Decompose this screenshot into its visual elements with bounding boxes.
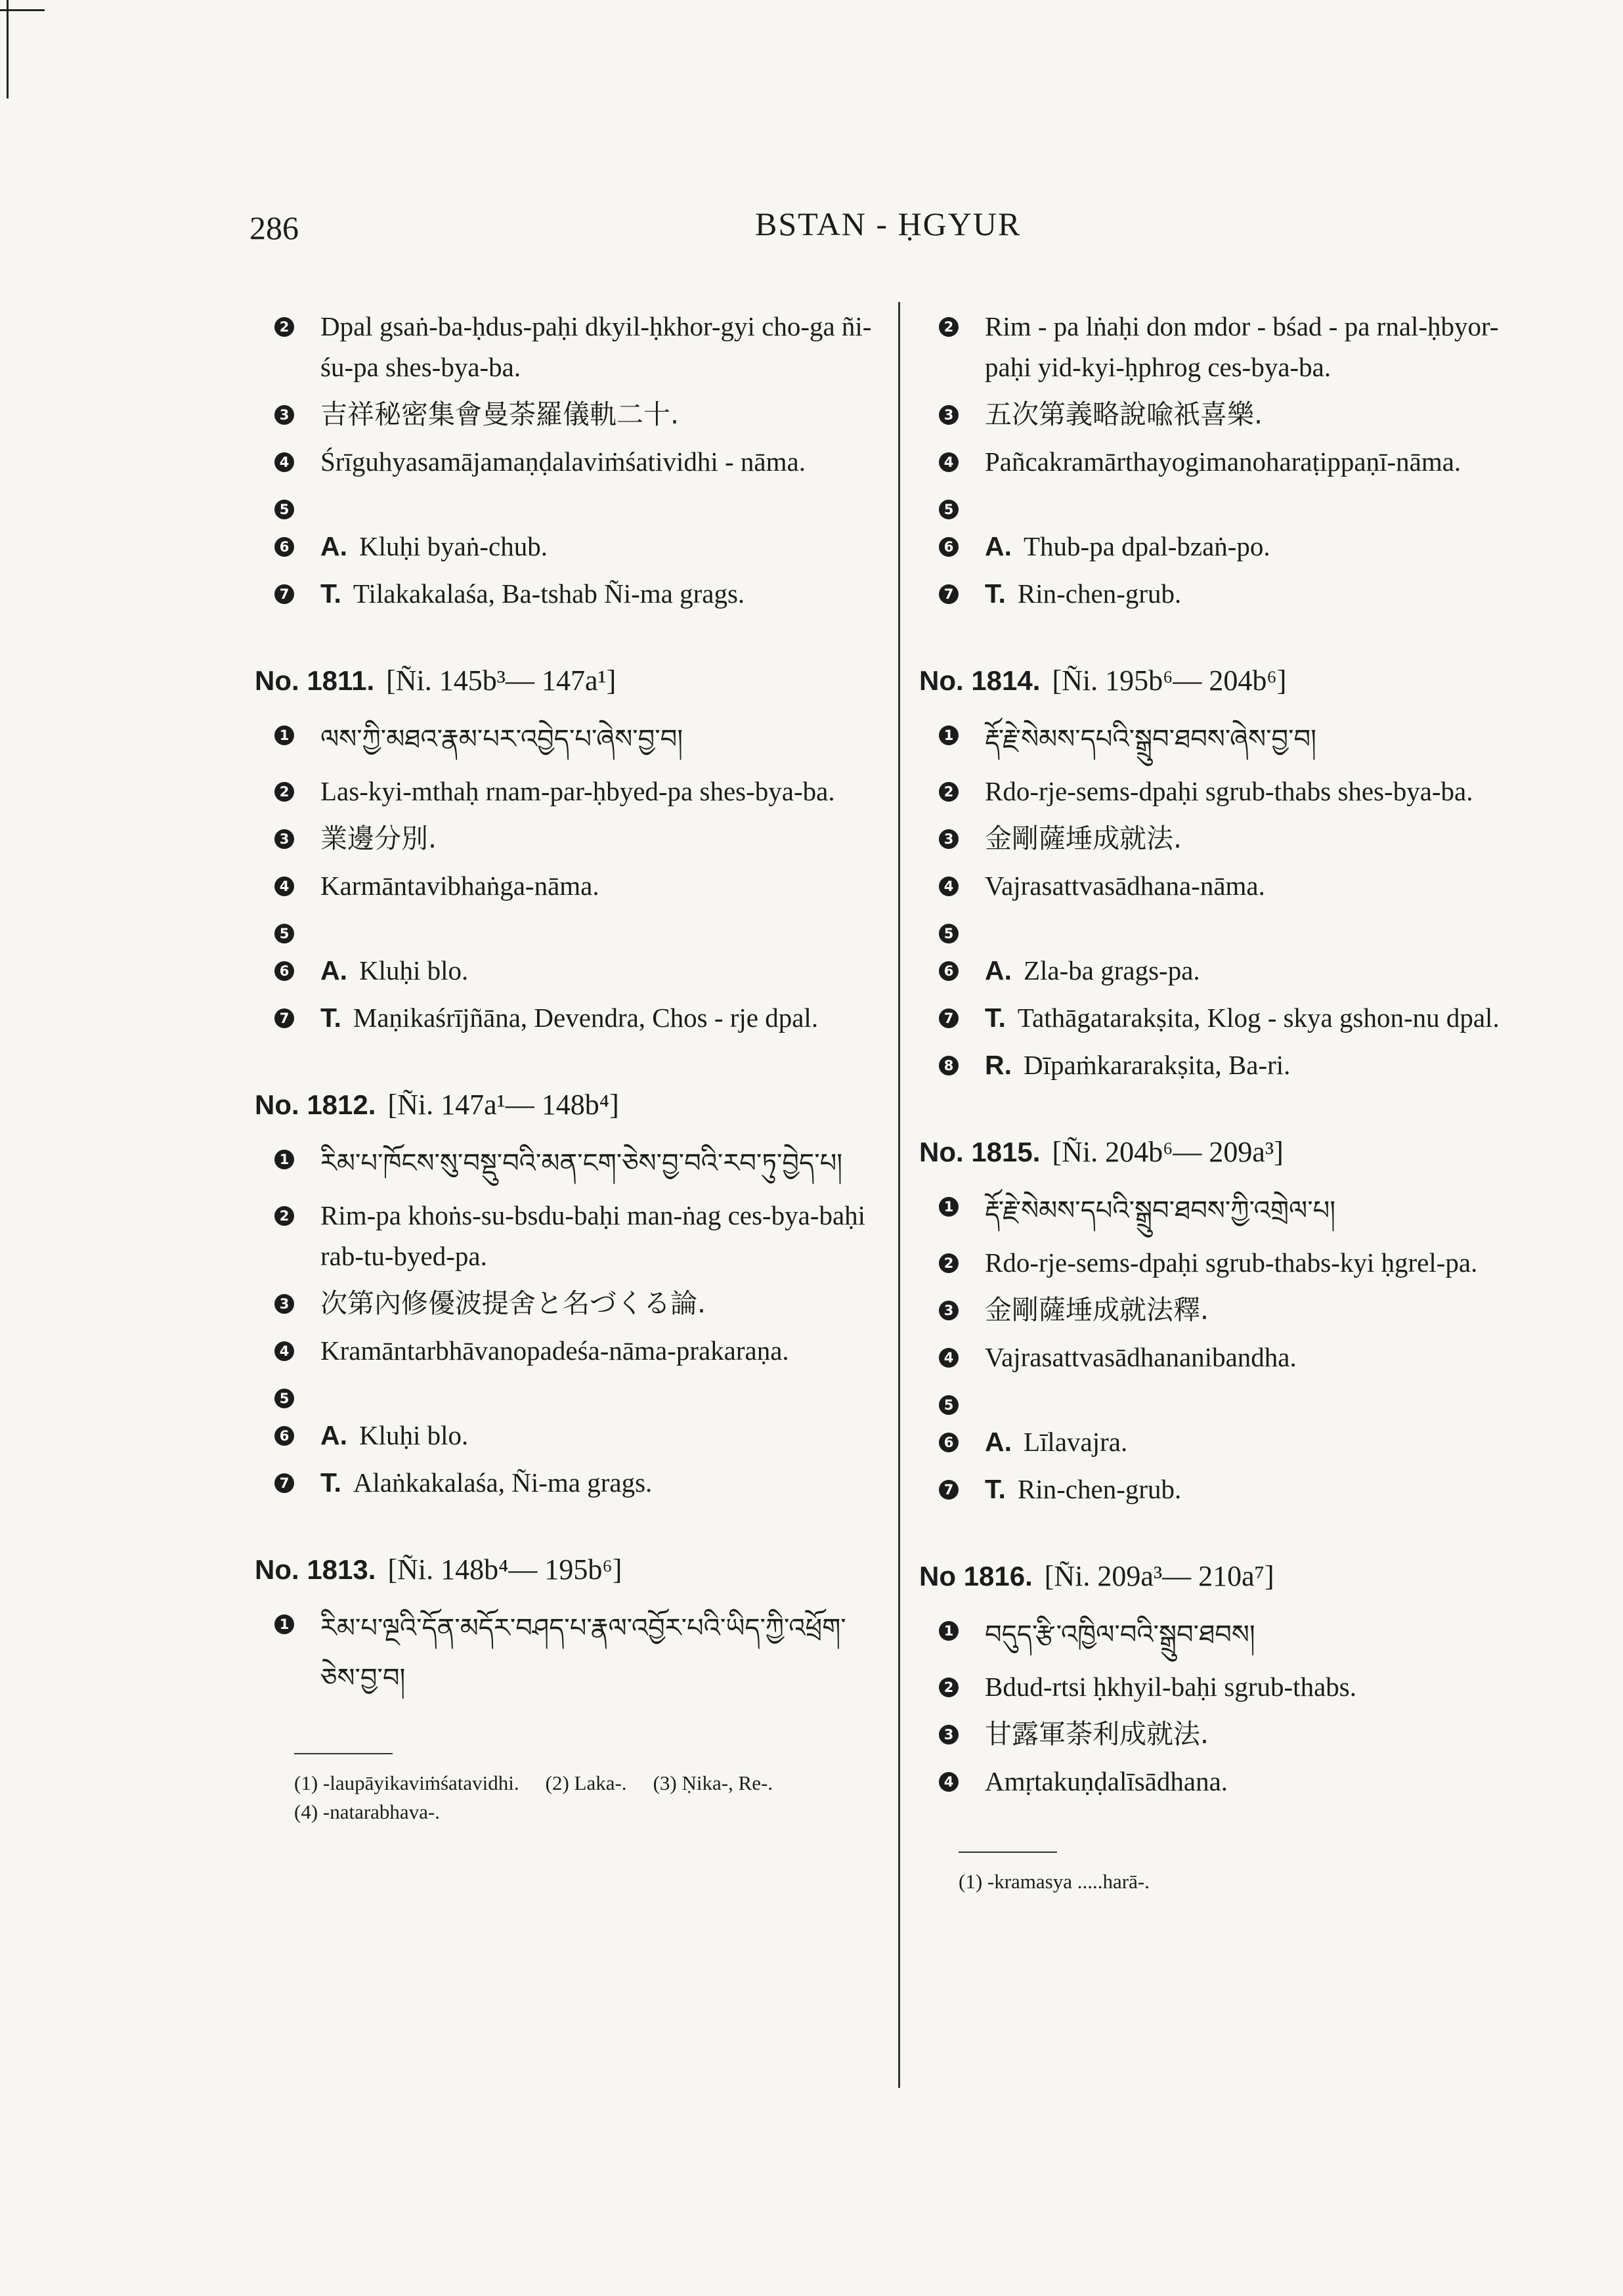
- field-number-marker: 4: [939, 877, 959, 896]
- entry-field: [919, 441, 1536, 482]
- field-text: [985, 1242, 1536, 1283]
- footnote-rule: [294, 1753, 393, 1754]
- entry-field: [919, 306, 1536, 387]
- field-value: Tilakakalaśa, Ba-tshab Ñi-ma grags.: [353, 578, 745, 609]
- entry-field: [255, 1462, 872, 1503]
- field-text: [985, 1289, 1536, 1330]
- entry-field: [255, 306, 872, 387]
- field-value: རྡོ་རྗེ་སེམས་དཔའི་སྒྲུབ་ཐབས་ཀྱི་འགྲེལ་པ།: [985, 1196, 1336, 1226]
- entry-field: [919, 1421, 1536, 1462]
- field-number-marker: 4: [939, 1348, 959, 1368]
- field-number-marker: 3: [939, 1725, 959, 1744]
- field-number-marker: 1: [939, 726, 959, 745]
- entry-number: No. 1812.: [255, 1089, 376, 1120]
- field-text: [985, 573, 1536, 614]
- field-number-marker: 1: [274, 1614, 294, 1634]
- entry-field: [919, 1384, 1536, 1415]
- field-label: T.: [985, 1003, 1006, 1033]
- field-text: [320, 818, 872, 859]
- field-value: Rim-pa khoṅs-su-bsdu-baḥi man-ṅag ces-bya-baḥi rab-tu-byed-pa.: [320, 1200, 866, 1271]
- field-number-marker: 5: [274, 924, 294, 943]
- field-number-marker: 2: [274, 1206, 294, 1226]
- field-number-marker: 4: [939, 452, 959, 472]
- field-text: [985, 1666, 1536, 1707]
- field-number-marker: 4: [274, 877, 294, 896]
- field-label: A.: [320, 531, 347, 561]
- field-value: Maṇikaśrījñāna, Devendra, Chos - rje dpal.: [353, 1003, 819, 1033]
- field-number-marker: 2: [274, 317, 294, 337]
- catalog-entry: [919, 664, 1536, 1085]
- field-label: T.: [320, 578, 341, 609]
- field-text: [985, 1337, 1536, 1377]
- footnote: (1) -laupāyikaviṁśatavidhi.: [294, 1771, 519, 1794]
- field-number-marker: 3: [274, 829, 294, 849]
- entry-number: No. 1814.: [919, 665, 1041, 696]
- field-value: ལས་ཀྱི་མཐའ་རྣམ་པར་འབྱེད་པ་ཞེས་བྱ་བ།: [320, 724, 683, 754]
- footnote: (2) Laka-.: [545, 1771, 627, 1794]
- entry-field: [919, 1714, 1536, 1754]
- entry-field: [255, 997, 872, 1038]
- field-number-marker: 5: [939, 924, 959, 943]
- field-number-marker: 1: [939, 1197, 959, 1217]
- field-value: Karmāntavibhaṅga-nāma.: [320, 871, 599, 901]
- field-number-marker: 4: [939, 1772, 959, 1792]
- field-value: རྡོ་རྗེ་སེམས་དཔའི་སྒྲུབ་ཐབས་ཞེས་བྱ་བ།: [985, 724, 1317, 754]
- field-value: 業邊分別.: [320, 823, 437, 854]
- footnote-rule: [959, 1852, 1057, 1853]
- field-value: Līlavajra.: [1024, 1427, 1128, 1457]
- entry-field: [255, 1138, 872, 1188]
- field-number-marker: 8: [939, 1056, 959, 1075]
- field-value: 吉祥秘密集會曼荼羅儀軌二十.: [320, 399, 680, 430]
- field-text: [985, 1761, 1536, 1802]
- entry-field: [919, 818, 1536, 859]
- entry-field: [255, 1283, 872, 1324]
- entry-field: [919, 1469, 1536, 1509]
- catalog-entry: [255, 306, 872, 614]
- entry-field: [919, 488, 1536, 519]
- entry-field: [919, 1666, 1536, 1707]
- field-text: [320, 1195, 872, 1276]
- entry-field: [919, 950, 1536, 991]
- field-text: [320, 714, 872, 764]
- field-text: [320, 306, 872, 387]
- running-head: BSTAN - ḤGYUR: [755, 206, 1022, 242]
- field-text: [985, 1610, 1536, 1660]
- field-value: Vajrasattvasādhana-nāma.: [985, 871, 1265, 901]
- catalog-entry: [919, 306, 1536, 614]
- field-value: 五次第義略說喩祇喜樂.: [985, 399, 1263, 430]
- entry-field: [255, 950, 872, 991]
- field-text: [985, 950, 1536, 991]
- field-value: Amṛtakuṇḍalīsādhana.: [985, 1766, 1228, 1796]
- field-label: A.: [985, 1427, 1012, 1457]
- field-number-marker: 2: [939, 1678, 959, 1697]
- field-value: Dpal gsaṅ-ba-ḥdus-paḥi dkyil-ḥkhor-gyi cho-ga ñi-śu-pa shes-bya-ba.: [320, 311, 872, 382]
- field-number-marker: 1: [939, 1621, 959, 1641]
- field-number-marker: 5: [274, 500, 294, 519]
- field-number-marker: 3: [274, 405, 294, 425]
- field-text: [320, 441, 872, 482]
- field-number-marker: 7: [939, 1480, 959, 1500]
- entry-field: [919, 573, 1536, 614]
- field-number-marker: 2: [274, 782, 294, 802]
- field-text: [320, 1283, 872, 1324]
- field-value: Tathāgatarakṣita, Klog - skya gshon-nu dpal.: [1017, 1003, 1500, 1033]
- corner-mark-vertical: [7, 0, 9, 98]
- field-number-marker: 5: [939, 500, 959, 519]
- field-value: Rdo-rje-sems-dpaḥi sgrub-thabs-kyi ḥgrel-pa.: [985, 1247, 1478, 1278]
- field-label: T.: [320, 1003, 341, 1033]
- folio-range: [Ñi. 204b⁶— 209a³]: [1052, 1136, 1284, 1168]
- folio-range: [Ñi. 147a¹— 148b⁴]: [387, 1089, 619, 1121]
- field-value: Rin-chen-grub.: [1017, 578, 1182, 609]
- field-number-marker: 6: [939, 537, 959, 557]
- field-number-marker: 7: [274, 1008, 294, 1028]
- entry-field: [255, 573, 872, 614]
- catalog-entry: [255, 664, 872, 1038]
- field-text: [985, 997, 1536, 1038]
- entry-heading: [919, 1135, 1536, 1169]
- field-text: [985, 1421, 1536, 1462]
- footnote: (3) Ṇika-, Re-.: [653, 1771, 773, 1794]
- folio-range: [Ñi. 195b⁶— 204b⁶]: [1052, 664, 1287, 697]
- entry-heading: [255, 664, 872, 697]
- entry-field: [255, 771, 872, 812]
- catalog-entry: [255, 1553, 872, 1703]
- field-number-marker: 1: [274, 1150, 294, 1169]
- column-divider: [898, 302, 900, 2088]
- entry-field: [255, 1603, 872, 1703]
- entry-field: [919, 1186, 1536, 1236]
- field-number-marker: 7: [939, 584, 959, 604]
- entry-field: [255, 818, 872, 859]
- field-value: Rdo-rje-sems-dpaḥi sgrub-thabs shes-bya-ba.: [985, 776, 1473, 806]
- field-number-marker: 2: [939, 317, 959, 337]
- entry-field: [255, 1195, 872, 1276]
- field-number-marker: 6: [939, 961, 959, 981]
- entry-heading: [919, 1559, 1536, 1593]
- field-value: བདུད་རྩི་འཁྱིལ་བའི་སྒྲུབ་ཐབས།: [985, 1620, 1255, 1650]
- field-number-marker: 3: [939, 829, 959, 849]
- field-value: Dīpaṁkararakṣita, Ba-ri.: [1024, 1050, 1291, 1080]
- field-text: [320, 865, 872, 906]
- field-value: རིམ་པ་ཁོངས་སུ་བསྡུ་བའི་མན་ངག་ཅེས་བྱ་བའི་རབ་ཏུ་བྱེད་པ།: [320, 1148, 843, 1179]
- field-number-marker: 4: [274, 1341, 294, 1361]
- field-value: 金剛薩埵成就法釋.: [985, 1294, 1209, 1326]
- field-text: [320, 771, 872, 812]
- entry-field: [919, 771, 1536, 812]
- field-number-marker: 3: [939, 1301, 959, 1320]
- field-label: A.: [985, 531, 1012, 561]
- field-text: [320, 1462, 872, 1503]
- entry-field: [255, 394, 872, 435]
- field-value: Rim - pa lṅaḥi don mdor - bśad - pa rnal-ḥbyor-paḥi yid-kyi-ḥphrog ces-bya-ba.: [985, 311, 1499, 382]
- entry-field: [919, 1045, 1536, 1085]
- entry-field: [255, 1330, 872, 1371]
- field-value: རིམ་པ་ལྔའི་དོན་མདོར་བཤད་པ་རྣལ་འབྱོར་པའི་ཡིད་ཀྱི་འཕྲོག་ཅེས་བྱ་བ།: [320, 1613, 846, 1693]
- field-value: 金剛薩埵成就法.: [985, 823, 1182, 854]
- field-label: A.: [320, 955, 347, 986]
- entry-field: [919, 394, 1536, 435]
- field-value: Kluḥi blo.: [359, 955, 469, 986]
- entry-number: No 1816.: [919, 1561, 1033, 1592]
- entry-field: [255, 1415, 872, 1456]
- catalog-entry: [919, 1135, 1536, 1509]
- entry-field: [919, 1761, 1536, 1802]
- entry-heading: [919, 664, 1536, 697]
- field-number-marker: 4: [274, 452, 294, 472]
- field-value: Zla-ba grags-pa.: [1024, 955, 1200, 986]
- field-number-marker: 5: [939, 1395, 959, 1415]
- entry-number: No. 1813.: [255, 1554, 376, 1585]
- entry-field: [255, 488, 872, 519]
- field-number-marker: 7: [274, 584, 294, 604]
- field-number-marker: 2: [939, 1253, 959, 1273]
- field-label: A.: [320, 1420, 347, 1450]
- field-value: Kramāntarbhāvanopadeśa-nāma-prakaraṇa.: [320, 1335, 789, 1366]
- field-label: T.: [985, 578, 1006, 609]
- field-number-marker: 2: [939, 782, 959, 802]
- entry-field: [919, 1289, 1536, 1330]
- entry-field: [919, 714, 1536, 764]
- field-number-marker: 5: [274, 1389, 294, 1408]
- field-value: 次第內修優波提舍と名づくる論.: [320, 1288, 706, 1319]
- field-text: [320, 950, 872, 991]
- entry-field: [919, 997, 1536, 1038]
- field-value: Śrīguhyasamājamaṇḍalaviṁśatividhi - nāma.: [320, 446, 806, 477]
- field-text: [320, 997, 872, 1038]
- field-text: [985, 526, 1536, 567]
- field-text: [985, 818, 1536, 859]
- field-text: [985, 1045, 1536, 1085]
- field-value: Kluḥi byaṅ-chub.: [359, 531, 548, 561]
- left-column: [255, 306, 872, 1827]
- field-value: 甘露軍荼利成就法.: [985, 1718, 1209, 1750]
- entry-field: [255, 913, 872, 943]
- entry-field: [919, 526, 1536, 567]
- field-text: [985, 1469, 1536, 1509]
- field-text: [320, 1603, 872, 1703]
- folio-range: [Ñi. 209a³— 210a⁷]: [1044, 1560, 1274, 1592]
- field-number-marker: 6: [274, 1426, 294, 1446]
- field-number-marker: 6: [274, 961, 294, 981]
- field-number-marker: 6: [939, 1433, 959, 1452]
- field-number-marker: 3: [939, 405, 959, 425]
- field-text: [985, 394, 1536, 435]
- right-column: [919, 306, 1536, 1896]
- footnote: (4) -natarabhava-.: [294, 1800, 441, 1823]
- field-label: T.: [985, 1474, 1006, 1504]
- field-number-marker: 3: [274, 1294, 294, 1314]
- entry-heading: [255, 1088, 872, 1121]
- entry-field: [919, 913, 1536, 943]
- field-text: [985, 771, 1536, 812]
- entry-field: [255, 441, 872, 482]
- entry-field: [255, 1377, 872, 1408]
- field-value: Kluḥi blo.: [359, 1420, 469, 1450]
- field-label: R.: [985, 1050, 1012, 1080]
- entry-number: No. 1811.: [255, 665, 375, 696]
- folio-range: [Ñi. 145b³— 147a¹]: [386, 664, 617, 697]
- field-label: T.: [320, 1467, 341, 1498]
- field-text: [320, 573, 872, 614]
- entry-number: No. 1815.: [919, 1137, 1041, 1167]
- entry-field: [919, 1242, 1536, 1283]
- field-text: [985, 865, 1536, 906]
- field-number-marker: 7: [274, 1473, 294, 1493]
- field-text: [985, 1186, 1536, 1236]
- field-text: [320, 394, 872, 435]
- field-value: Rin-chen-grub.: [1017, 1474, 1182, 1504]
- field-text: [320, 1330, 872, 1371]
- field-text: [320, 1415, 872, 1456]
- entry-field: [919, 1610, 1536, 1660]
- field-text: [985, 1714, 1536, 1754]
- catalog-entry: [255, 1088, 872, 1503]
- catalog-entry: [919, 1559, 1536, 1802]
- field-number-marker: 6: [274, 537, 294, 557]
- page-number: 286: [249, 209, 299, 246]
- field-value: Thub-pa dpal-bzaṅ-po.: [1024, 531, 1270, 561]
- field-text: [985, 441, 1536, 482]
- field-text: [985, 714, 1536, 764]
- footnotes: [959, 1867, 1536, 1896]
- footnotes: [294, 1769, 872, 1827]
- field-value: Pañcakramārthayogimanoharaṭippaṇī-nāma.: [985, 446, 1461, 477]
- entry-field: [255, 865, 872, 906]
- footnote: (1) -kramasya .....harā-.: [959, 1870, 1150, 1893]
- field-label: A.: [985, 955, 1012, 986]
- field-value: Vajrasattvasādhananibandha.: [985, 1342, 1297, 1372]
- folio-range: [Ñi. 148b⁴— 195b⁶]: [387, 1553, 622, 1586]
- field-text: [985, 306, 1536, 387]
- entry-field: [255, 714, 872, 764]
- entry-field: [919, 1337, 1536, 1377]
- entry-field: [919, 865, 1536, 906]
- entry-heading: [255, 1553, 872, 1586]
- entry-field: [255, 526, 872, 567]
- field-value: Las-kyi-mthaḥ rnam-par-ḥbyed-pa shes-bya-ba.: [320, 776, 835, 806]
- field-text: [320, 1138, 872, 1188]
- field-text: [320, 526, 872, 567]
- field-number-marker: 1: [274, 726, 294, 745]
- field-value: Alaṅkakalaśa, Ñi-ma grags.: [353, 1467, 653, 1498]
- field-value: Bdud-rtsi ḥkhyil-baḥi sgrub-thabs.: [985, 1672, 1356, 1702]
- field-number-marker: 7: [939, 1008, 959, 1028]
